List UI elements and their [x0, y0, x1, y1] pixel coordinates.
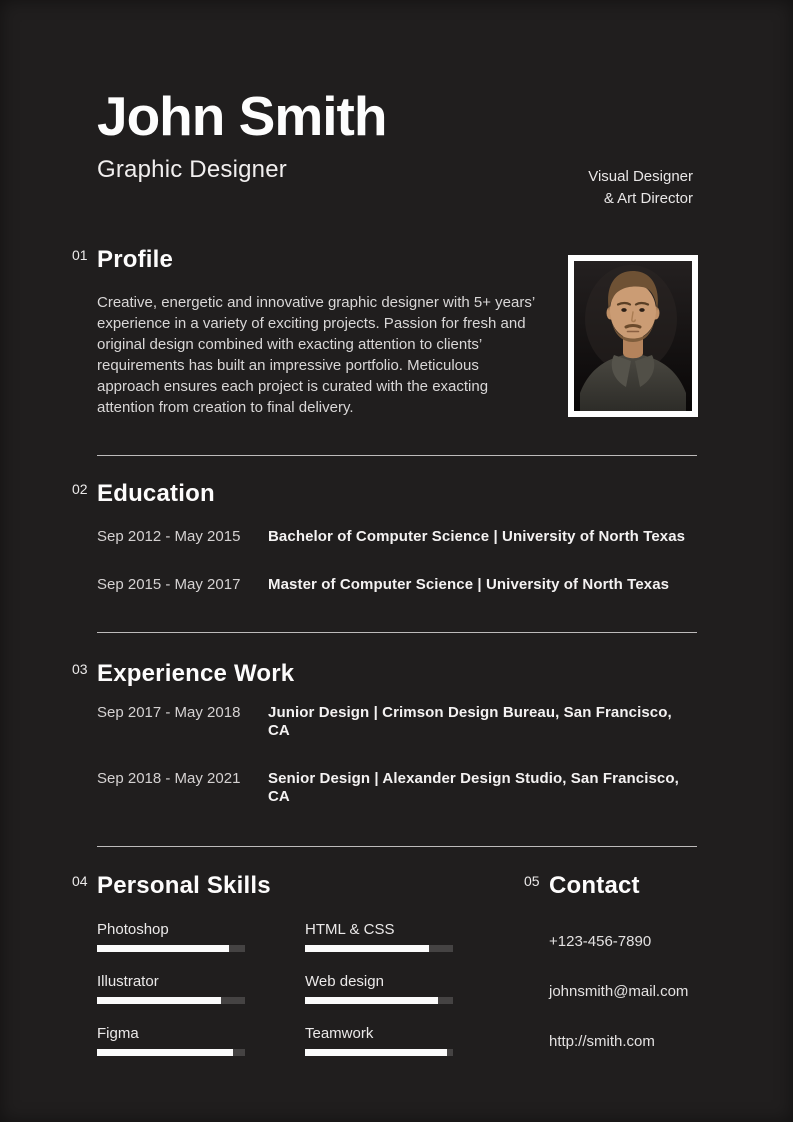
divider: [97, 846, 697, 847]
section-title: Contact: [549, 872, 640, 899]
education-detail: Bachelor of Computer Science | University of North Texas: [268, 528, 686, 545]
section-title: Experience Work: [97, 660, 295, 687]
skill-progress-bar: [305, 945, 453, 952]
section-title: Education: [97, 480, 215, 507]
tagline-line-2: & Art Director: [603, 190, 693, 207]
contact-website: http://smith.com: [549, 1033, 655, 1050]
skill-progress-fill: [97, 997, 221, 1004]
experience-row: [97, 704, 697, 740]
skill-progress-fill: [97, 945, 229, 952]
section-title: Profile: [97, 246, 174, 273]
skill-progress-bar: [305, 1049, 453, 1056]
experience-dates: Sep 2018 - May 2021: [97, 770, 241, 787]
skill-progress-bar: [97, 997, 245, 1004]
education-dates: Sep 2012 - May 2015: [97, 528, 241, 545]
education-detail: Master of Computer Science | University of North Texas: [268, 576, 670, 593]
experience-detail: Senior Design | Alexander Design Studio, San Francisco, CA: [268, 770, 679, 805]
portrait-photo: [568, 255, 698, 417]
skill-item: [305, 1025, 453, 1056]
skill-label: Photoshop: [97, 921, 169, 938]
section-number: 02: [72, 481, 88, 497]
section-education: [72, 480, 697, 594]
skill-item: [97, 921, 245, 952]
skill-item: [97, 973, 245, 1004]
skills-heading: [72, 872, 477, 900]
skill-progress-fill: [305, 997, 438, 1004]
resume-header: [97, 85, 697, 207]
section-skills: [72, 872, 477, 1056]
divider: [97, 455, 697, 456]
tagline: [588, 166, 693, 210]
section-experience: [72, 660, 697, 806]
section-number: 05: [524, 873, 540, 889]
skill-progress-bar: [97, 1049, 245, 1056]
person-role: Graphic Designer: [97, 156, 287, 183]
contact-phone: +123-456-7890: [549, 933, 652, 950]
skill-label: Teamwork: [305, 1025, 374, 1042]
experience-dates: Sep 2017 - May 2018: [97, 704, 241, 721]
skill-item: [97, 1025, 245, 1056]
skill-label: Figma: [97, 1025, 139, 1042]
skill-item: [305, 921, 453, 952]
skill-progress-fill: [97, 1049, 233, 1056]
contact-email: johnsmith@mail.com: [549, 983, 689, 1000]
education-row: [97, 528, 697, 546]
section-number: 01: [72, 247, 88, 263]
education-row: [97, 576, 697, 594]
person-name: John Smith: [97, 85, 387, 147]
section-contact: [524, 872, 697, 1056]
skill-label: HTML & CSS: [305, 921, 395, 938]
section-title: Personal Skills: [97, 872, 271, 899]
profile-summary: Creative, energetic and innovative graphic designer with 5+ years’ experience in a variety of exciting projects. Passion for fresh and original design combined with exacting attention to clients’ requirements has built an impressive portfolio. Meticulous approach ensures each project is curated with the exacting attention from creation to final delivery.: [97, 294, 535, 416]
skill-progress-fill: [305, 945, 429, 952]
skill-label: Illustrator: [97, 973, 159, 990]
skill-label: Web design: [305, 973, 384, 990]
contact-heading: [524, 872, 697, 900]
education-heading: [72, 480, 697, 508]
education-dates: Sep 2015 - May 2017: [97, 576, 241, 593]
skill-progress-bar: [97, 945, 245, 952]
section-number: 03: [72, 661, 88, 677]
section-number: 04: [72, 873, 88, 889]
skill-progress-fill: [305, 1049, 447, 1056]
experience-heading: [72, 660, 697, 688]
divider: [97, 632, 697, 633]
tagline-line-1: Visual Designer: [588, 168, 693, 185]
experience-detail: Junior Design | Crimson Design Bureau, San Francisco, CA: [268, 704, 672, 739]
skill-item: [305, 973, 453, 1004]
experience-row: [97, 770, 697, 806]
portrait-photo-illustration: [574, 261, 692, 411]
skill-progress-bar: [305, 997, 453, 1004]
